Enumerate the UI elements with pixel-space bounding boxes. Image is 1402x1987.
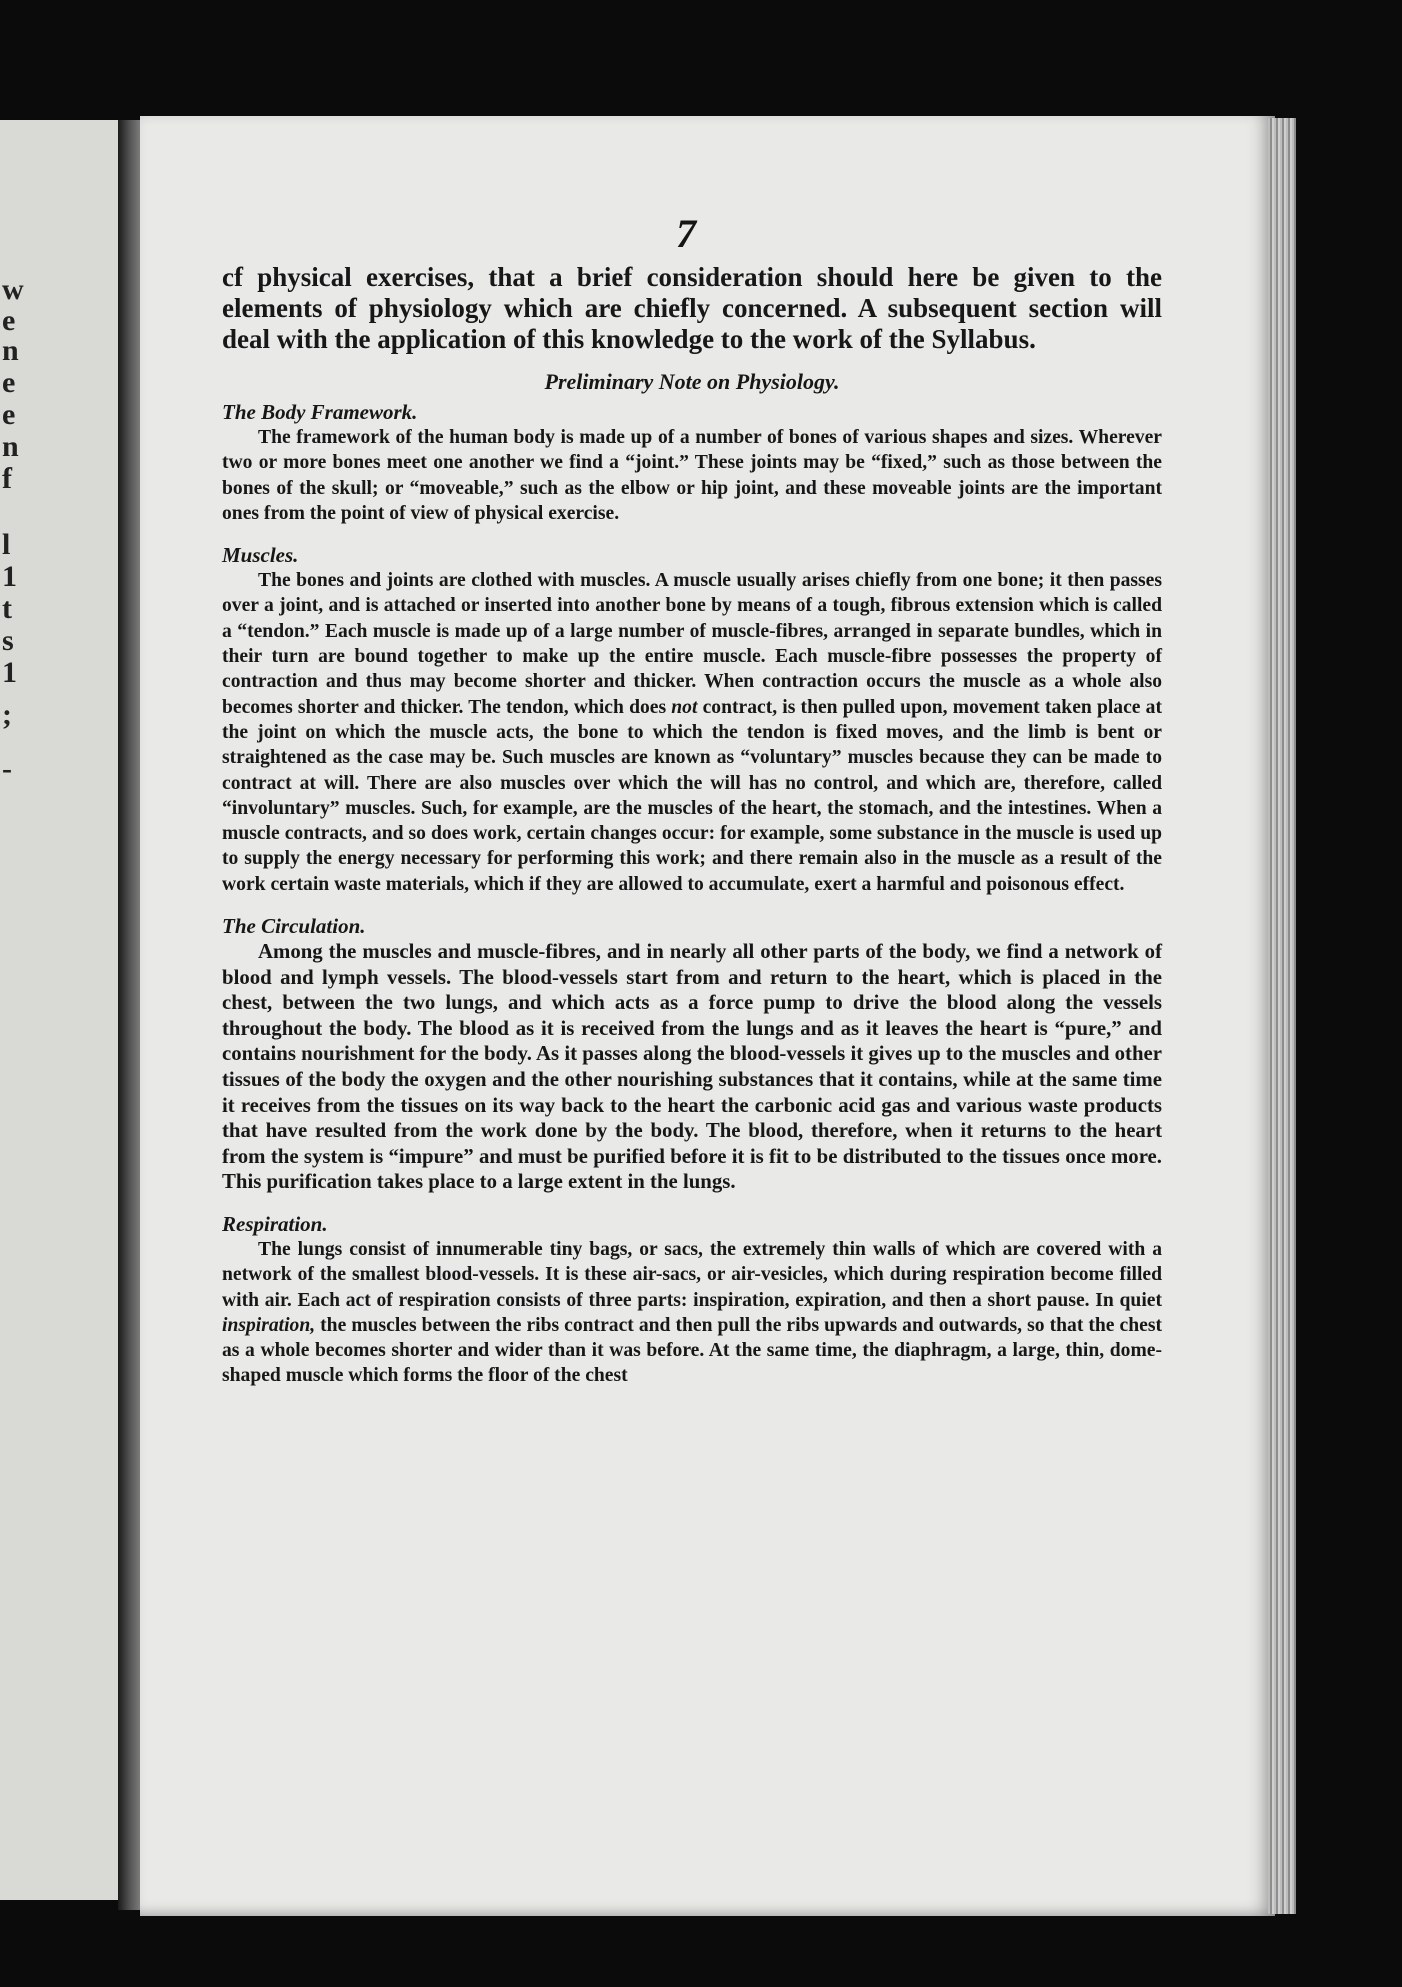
page-edge <box>1268 118 1296 1914</box>
emphasis-text: inspiration, <box>222 1314 316 1336</box>
left-facing-page <box>0 120 124 1900</box>
text-run: the muscles between the ribs contract and then pull the ribs upwards and outwards, so that the chest as a whole becomes shorter and wider than it was before. At the same time, the diaphragm, a large, thin, dome-shaped muscle which forms the floor of the chest <box>222 1314 1162 1387</box>
left-page-fragment: s <box>2 624 14 657</box>
left-page-fragment: 1 <box>2 656 17 689</box>
left-page-fragment: n <box>2 334 19 367</box>
left-page-fragment: e <box>2 366 16 399</box>
text-run: contract, is then pulled upon, movement taken place at the joint on which the muscle acts, the bone to which the tendon is fixed moves, and the limb is bent or straightened as the case may be. Such muscles are known as “voluntary” muscles because they can be made to contract at will. There are also muscles over which the will has no control, and which are, therefore, called “involuntary” muscles. Such, for example, are the muscles of the heart, the stomach, and the intestines. When a muscle contracts, and so does work, certain changes occur: for example, some substance in the muscle is used up to supply the energy necessary for performing this work; and there remain also in the muscle as a result of the work certain waste materials, which if they are allowed to accumulate, exert a harmful and poisonous effect. <box>222 696 1162 895</box>
left-page-fragment: e <box>2 398 16 431</box>
page-text <box>222 262 1162 1405</box>
heading-body-framework: The Body Framework. <box>222 400 418 424</box>
text-run: The lungs consist of innumerable tiny bags, or sacs, the extremely thin walls of which are covered with a network of the smallest blood-vessels. It is these air-sacs, or air-vesicles, which during respiration become filled with air. Each act of respiration consists of three parts: inspiration, expiration, and then a short pause. In quiet <box>222 1238 1162 1311</box>
emphasis-text: not <box>671 696 698 718</box>
left-page-fragment: ; <box>2 698 12 731</box>
left-page-fragment: t <box>2 592 12 625</box>
heading-circulation: The Circulation. <box>222 914 366 939</box>
left-page-fragment: 1 <box>2 560 17 593</box>
heading-muscles: Muscles. <box>222 543 299 568</box>
paragraph-muscles <box>222 568 1162 897</box>
heading-respiration: Respiration. <box>222 1211 328 1236</box>
left-page-fragment: w <box>2 273 24 306</box>
section-title: Preliminary Note on Physiology. <box>544 369 840 394</box>
left-page-fragment: l <box>2 528 11 561</box>
text-run: The bones and joints are clothed with muscles. A muscle usually arises chiefly from one bone; it then passes over a joint, and is attached or inserted into another bone by means of a tough, fibrous extension which is called a “tendon.” Each muscle is made up of a large number of muscle-fibres, arranged in separate bundles, which in their turn are bound together to make up the entire muscle. Each muscle-fibre possesses the property of contraction and thus may become shorter and thicker. When contraction occurs the muscle as a whole also becomes shorter and thicker. The tendon, which does <box>222 570 1162 718</box>
left-page-fragment: - <box>2 752 12 785</box>
paragraph-circulation: Among the muscles and muscle-fibres, and in nearly all other parts of the body, we find a network of blood and lymph vessels. The blood-vessels start from and return to the heart, which is placed in the chest, between the two lungs, and which acts as a force pump to drive the blood along the vessels throughout the body. The blood as it is received from the lungs and as it leaves the heart is “pure,” and contains nourishment for the body. As it passes along the blood-vessels it gives up to the muscles and other tissues of the body the oxygen and the other nourishing substances that it contains, while at the same time it receives from the tissues on its way back to the heart the carbonic acid gas and various waste products that have resulted from the work done by the body. The blood, therefore, when it returns to the heart from the system is “impure” and must be purified before it is fit to be distributed to the tissues once more. This purification takes place to a large extent in the lungs. <box>222 940 1162 1194</box>
left-page-fragment: f <box>2 462 12 495</box>
page-number: 7 <box>676 211 696 256</box>
left-page-fragment: e <box>2 304 16 337</box>
left-page-fragment: n <box>2 430 19 463</box>
paragraph-respiration <box>222 1237 1162 1389</box>
intro-paragraph: cf physical exercises, that a brief consideration should here be given to the elements of physiology which are chiefly concerned. A subsequent section will deal with the application of this knowledge to the work of the Syllabus. <box>222 262 1162 354</box>
paragraph-body-framework: The framework of the human body is made up of a number of bones of various shapes and sizes. Wherever two or more bones meet one another we find a “joint.” These joints may be “fixed,” such as those between the bones of the skull; or “moveable,” such as the elbow or hip joint, and these moveable joints are the important ones from the point of view of physical exercise. <box>222 427 1162 524</box>
